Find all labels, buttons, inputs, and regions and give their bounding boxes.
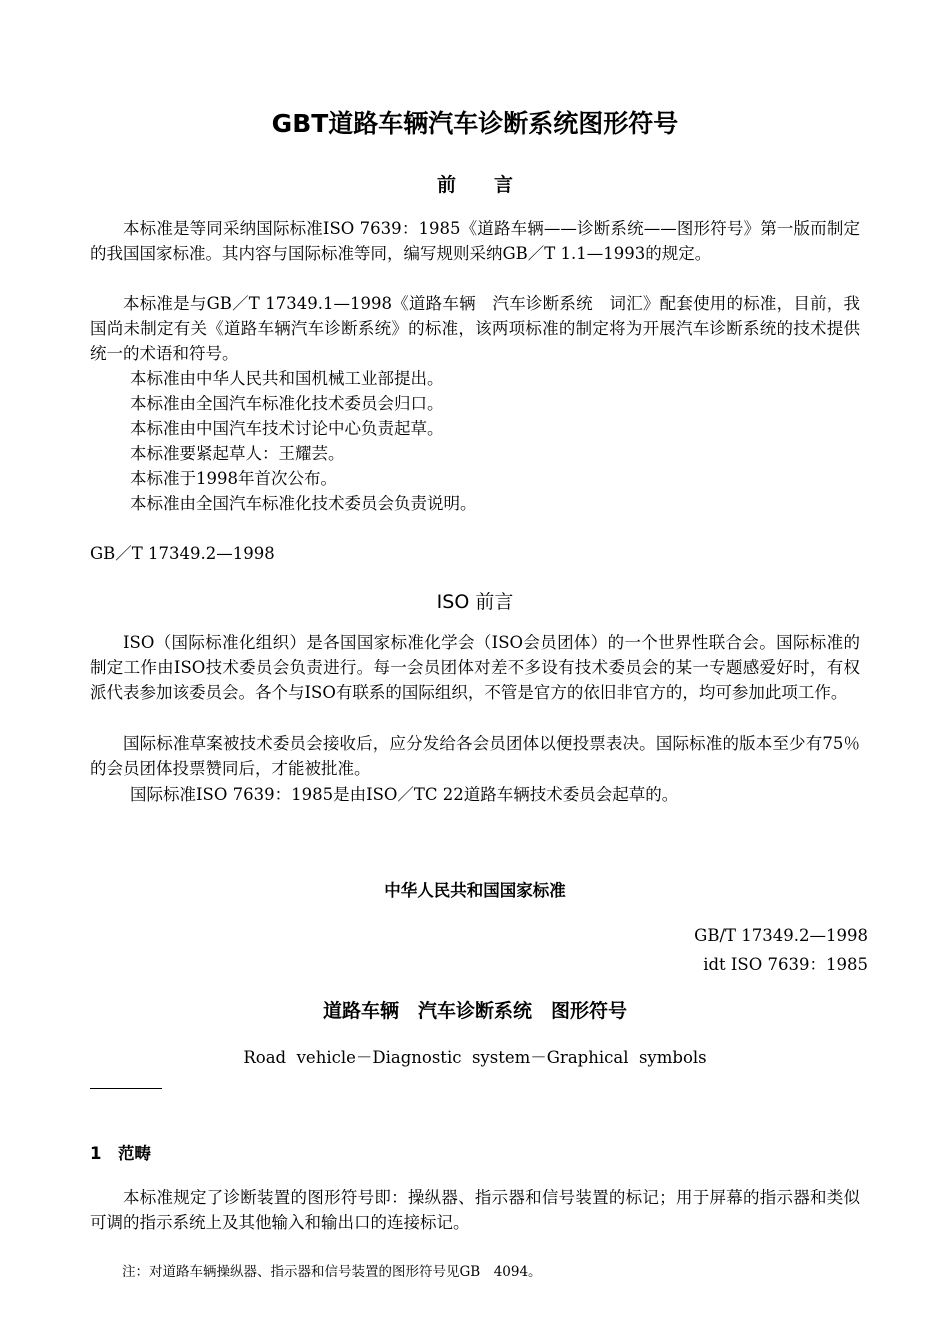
iso-equivalence: idt ISO 7639：1985 [703, 955, 868, 974]
foreword-paragraph-2: 本标准是与GB／T 17349.1—1998《道路车辆 汽车诊断系统 词汇》配套使用的标准，目前，我国尚未制定有关《道路车辆汽车诊断系统》的标准，该两项标准的制定将为开展汽车诊断系统的技术提供统一的术语和符号。 [90, 294, 860, 363]
foreword-line: 本标准由全国汽车标准化技术委员会负责说明。 [130, 494, 477, 513]
foreword-line: 本标准由中国汽车技术讨论中心负责起草。 [130, 419, 444, 438]
note: 注：对道路车辆操纵器、指示器和信号装置的图形符号见GB 4094。 [122, 1264, 542, 1280]
english-title: Road vehicle－Diagnostic system－Graphical symbols [243, 1048, 707, 1067]
chinese-title: 道路车辆 汽车诊断系统 图形符号 [322, 1000, 627, 1022]
standard-number: GB/T 17349.2—1998 [694, 926, 868, 945]
separator-rule [90, 1088, 162, 1089]
foreword-heading: 前 言 [436, 174, 513, 196]
foreword-line: 本标准要紧起草人：王耀芸。 [130, 444, 345, 463]
foreword-line: 本标准于1998年首次公布。 [130, 469, 337, 488]
foreword-line: 本标准由全国汽车标准化技术委员会归口。 [130, 394, 444, 413]
national-standard-heading: 中华人民共和国国家标准 [384, 881, 566, 900]
document-title: GBT道路车辆汽车诊断系统图形符号 [271, 109, 679, 138]
foreword-paragraph-1: 本标准是等同采纳国际标准ISO 7639：1985《道路车辆——诊断系统——图形符号》第一版而制定的我国国家标准。其内容与国际标准等同，编写规则采纳GB／T 1.1—1993的规定。 [90, 219, 860, 263]
section-1-heading: 1 范畴 [90, 1144, 151, 1163]
iso-paragraph-1: ISO（国际标准化组织）是各国国家标准化学会（ISO会员团体）的一个世界性联合会。国际标准的制定工作由ISO技术委员会负责进行。每一会员团体对差不多设有技术委员会的某一专题感爱好时，有权派代表参加该委员会。各个与ISO有联系的国际组织，不管是官方的依旧非官方的，均可参加此项工作。 [90, 633, 860, 702]
section-1-paragraph: 本标准规定了诊断装置的图形符号即：操纵器、指示器和信号装置的标记；用于屏幕的指示器和类似可调的指示系统上及其他输入和输出口的连接标记。 [90, 1188, 860, 1232]
standard-code: GB／T 17349.2—1998 [90, 544, 275, 563]
iso-last-line: 国际标准ISO 7639：1985是由ISO／TC 22道路车辆技术委员会起草的。 [130, 785, 679, 804]
iso-paragraph-2: 国际标准草案被技术委员会接收后，应分发给各会员团体以便投票表决。国际标准的版本至少有75％的会员团体投票赞同后，才能被批准。 [90, 734, 860, 778]
iso-foreword-heading: ISO 前言 [436, 591, 514, 613]
foreword-line: 本标准由中华人民共和国机械工业部提出。 [130, 369, 444, 388]
